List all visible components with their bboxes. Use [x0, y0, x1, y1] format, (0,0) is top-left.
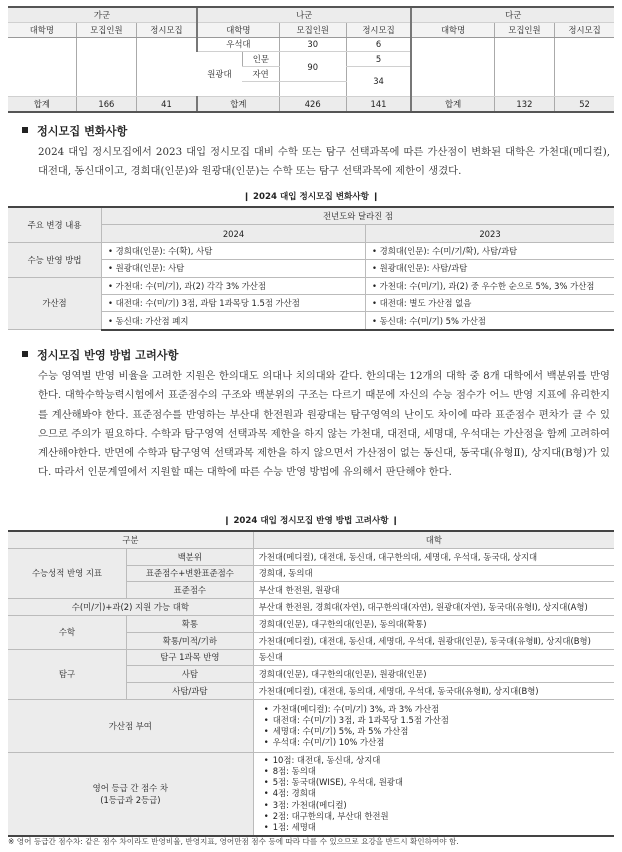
- table-caption-methods: ❙ 2024 대입 정시모집 반영 방법 고려사항 ❙: [223, 516, 399, 526]
- english-sublabel: (1등급과 2등급): [100, 794, 161, 805]
- univ-list: 가천대(메디컬), 대전대, 동신대, 대구한의대, 세명대, 우석대, 동국대, 상지대: [253, 548, 614, 565]
- empty-cell: [137, 37, 197, 96]
- track-inmun: 인문: [242, 52, 279, 67]
- useok-jeongsi: 6: [346, 37, 411, 52]
- square-bullet-icon: [22, 351, 28, 357]
- row-label-bonus: 가산점 부여: [8, 699, 253, 752]
- list-item: • 세명대: 수(미/기) 5%, 과 5% 가산점: [273, 726, 610, 737]
- row-label-std-pct: 표준점수+변환표준점수: [127, 565, 254, 582]
- row-label-tam-all: 사탐/과탐: [127, 683, 254, 700]
- na-total-jeongsi: 141: [346, 96, 411, 111]
- col-main-change: 주요 변경 내용: [8, 207, 102, 242]
- section-heading-text: 정시모집 변화사항: [37, 125, 128, 138]
- change-text: 대전대: 별도 가산점 없음: [379, 298, 472, 309]
- univ-list: 부산대 한전원, 원광대: [253, 582, 614, 599]
- admission-summary-table: [8, 6, 614, 113]
- row-label-math: 수학: [8, 615, 127, 649]
- group-da-header: 다군: [411, 7, 614, 22]
- ga-total-recruit: 166: [76, 96, 136, 111]
- list-item: • 2점: 대구한의대, 부산대 한전원: [273, 811, 610, 822]
- row-label-both: 수(미/기)+과(2) 지원 가능 대학: [8, 599, 253, 616]
- da-total-jeongsi: 52: [555, 96, 614, 111]
- group-na-header: 나군: [197, 7, 412, 22]
- row-label-tam-one: 탐구 1과목 반영: [127, 649, 254, 666]
- col-2023: 2023: [366, 225, 615, 242]
- col-jeongsi: 정시모집: [346, 22, 411, 37]
- change-text: 동신대: 수(미/기) 5% 가산점: [379, 315, 486, 326]
- change-text: 가천대: 수(미/기), 과(2) 중 우수한 순으로 5%, 3% 가산점: [379, 280, 595, 291]
- change-cell: • 대전대: 별도 가산점 없음: [366, 294, 615, 311]
- group-ga-header: 가군: [8, 7, 197, 22]
- change-text: 가천대: 수(미/기), 과(2) 각각 3% 가산점: [115, 280, 266, 291]
- list-item: • 가천대(메디컬): 수(미/기) 3%, 과 3% 가산점: [273, 704, 610, 715]
- univ-list: 가천대(메디컬), 대전대, 동신대, 세명대, 우석대, 원광대(인문), 동국대(유형Ⅱ), 상지대(B형): [253, 632, 614, 649]
- section-heading-methods: [22, 347, 178, 363]
- useok-recruit: 30: [279, 37, 346, 52]
- methods-table: [8, 530, 614, 837]
- empty-cell: [8, 37, 76, 96]
- english-list: [259, 755, 610, 833]
- empty-cell: [555, 37, 614, 96]
- total-label: 합계: [197, 96, 279, 111]
- change-text: 경희대(인문): 수(확), 사탐: [115, 245, 213, 256]
- empty-cell: [242, 81, 279, 96]
- change-cell: • 대전대: 수(미/기) 3점, 과탐 1과목당 1.5점 가산점: [102, 294, 366, 311]
- footnote: ※ 영어 등급간 점수차: 같은 점수 차이라도 반영비율, 반영지표, 영어만점 점수 등에 따라 다를 수 있으므로 요강을 반드시 확인하여야 함.: [8, 837, 459, 846]
- col-univ: 대학: [253, 531, 614, 548]
- col-diff: 전년도와 달라진 점: [102, 207, 615, 225]
- na-total-recruit: 426: [279, 96, 346, 111]
- jayeon-jeongsi: 34: [346, 67, 411, 97]
- univ-list: 부산대 한전원, 경희대(자연), 대구한의대(자연), 원광대(자연), 동국대(유형Ⅰ), 상지대(A형): [253, 599, 614, 616]
- bonus-list: [259, 704, 610, 749]
- english-label: 영어 등급 간 점수 차: [92, 782, 169, 793]
- empty-cell: [279, 81, 346, 96]
- row-label-index: 수능성적 반영 지표: [8, 548, 127, 598]
- wongwang-recruit: 90: [279, 52, 346, 82]
- change-cell: • 동신대: 가산점 폐지: [102, 312, 366, 330]
- row-label-math-hwak: 확통: [127, 615, 254, 632]
- list-item: • 3점: 가천대(메디컬): [273, 800, 610, 811]
- list-item: • 4점: 경희대: [273, 788, 610, 799]
- col-jeongsi: 정시모집: [137, 22, 197, 37]
- row-label-tam: 탐구: [8, 649, 127, 699]
- row-label-tam-sa: 사탐: [127, 666, 254, 683]
- empty-cell: [494, 37, 554, 96]
- univ-wongwang: 원광대: [197, 52, 243, 96]
- table-caption-changes: ❙ 2024 대입 정시모집 변화사항 ❙: [242, 192, 380, 202]
- row-label-english: [8, 752, 253, 836]
- ga-total-jeongsi: 41: [137, 96, 197, 111]
- row-label-method: 수능 반영 방법: [8, 242, 102, 277]
- change-text: 동신대: 가산점 폐지: [115, 315, 189, 326]
- change-text: 대전대: 수(미/기) 3점, 과탐 1과목당 1.5점 가산점: [115, 298, 300, 309]
- col-jeongsi: 정시모집: [555, 22, 614, 37]
- univ-useok: 우석대: [197, 37, 279, 52]
- square-bullet-icon: [22, 127, 28, 133]
- row-label-percentile: 백분위: [127, 548, 254, 565]
- col-univ-name: 대학명: [197, 22, 279, 37]
- list-item: • 1점: 세명대: [273, 822, 610, 833]
- empty-cell: [411, 37, 494, 96]
- change-text: 원광대(인문): 사탐/과탐: [379, 263, 468, 274]
- change-text: 원광대(인문): 사탐: [115, 263, 185, 274]
- col-2024: 2024: [102, 225, 366, 242]
- list-item: • 우석대: 수(미/기) 10% 가산점: [273, 737, 610, 748]
- changes-table: [8, 206, 614, 331]
- section-paragraph-changes: 2024 대입 정시모집에서 2023 대입 정시모집 대비 수학 또는 탐구 선택과목에 따른 가산점이 변화된 대학은 가천대(메디컬), 대전대, 동신대이고, 경희대(인문)와 원광대(인문)는 수학 또는 탐구 선택과목에 제한이 생겼다.: [38, 146, 610, 178]
- change-cell: • 경희대(인문): 수(미/기/확), 사탐/과탐: [366, 242, 615, 259]
- col-category: 구분: [8, 531, 253, 548]
- section-heading-changes: [22, 123, 127, 139]
- col-recruit: 모집인원: [76, 22, 136, 37]
- col-univ-name: 대학명: [8, 22, 76, 37]
- univ-list: 가천대(메디컬), 대전대, 동의대, 세명대, 우석대, 동국대(유형Ⅱ), 상지대(B형): [253, 683, 614, 700]
- da-total-recruit: 132: [494, 96, 554, 111]
- change-cell: • 동신대: 수(미/기) 5% 가산점: [366, 312, 615, 330]
- univ-list: 경희대(인문), 대구한의대(인문), 동의대(확통): [253, 615, 614, 632]
- col-recruit: 모집인원: [494, 22, 554, 37]
- change-cell: • 가천대: 수(미/기), 과(2) 각각 3% 가산점: [102, 277, 366, 294]
- col-univ-name: 대학명: [411, 22, 494, 37]
- univ-list: 동신대: [253, 649, 614, 666]
- list-item: • 10점: 대전대, 동신대, 상지대: [273, 755, 610, 766]
- list-item: • 대전대: 수(미/기) 3점, 과 1과목당 1.5점 가산점: [273, 715, 610, 726]
- section-paragraph-methods: 수능 영역별 반영 비율을 고려한 지원은 한의대도 의대나 치의대와 같다. 한의대는 12개의 대학 중 8개 대학에서 백분위를 반영한다. 대학수학능력시험에서 표준점수의 구조와 백분위의 구조는 다르기 때문에 자신의 수능 점수가 어느 반영 지표에 유리한지를 계산해봐야 한다. 표준점수를 반영하는 부산대 한전원과 원광대는 탐구영역의 난이도 차이에 따라 표준점수 편차가 클 수 있으므로 주의가 필요하다. 수학과 탐구영역 선택과목 제한을 하지 않는 가천대, 대전대, 세명대, 우석대는 가산점을 함께 고려하여 계산해야한다. 반면에 수학과 탐구영역 선택과목 제한을 하지 않으면서 가산점이 없는 동신대, 동국대(유형Ⅱ), 상지대(B형)가 있다. 따라서 인문계열에서 지원할 때는 대학에 따른 수능 반영 방법에 유의해서 판단해야 한다.: [38, 370, 610, 479]
- change-cell: • 원광대(인문): 사탐/과탐: [366, 260, 615, 277]
- english-list-cell: [253, 752, 614, 836]
- univ-list: 경희대, 동의대: [253, 565, 614, 582]
- row-label-std: 표준점수: [127, 582, 254, 599]
- bonus-list-cell: [253, 699, 614, 752]
- change-cell: • 원광대(인문): 사탐: [102, 260, 366, 277]
- col-recruit: 모집인원: [279, 22, 346, 37]
- total-label: 합계: [411, 96, 494, 111]
- list-item: • 5점: 동국대(WISE), 우석대, 원광대: [273, 777, 610, 788]
- total-label: 합계: [8, 96, 76, 111]
- change-cell: • 가천대: 수(미/기), 과(2) 중 우수한 순으로 5%, 3% 가산점: [366, 277, 615, 294]
- inmun-jeongsi: 5: [346, 52, 411, 67]
- univ-list: 경희대(인문), 대구한의대(인문), 원광대(인문): [253, 666, 614, 683]
- row-label-bonus: 가산점: [8, 277, 102, 330]
- section-heading-text: 정시모집 반영 방법 고려사항: [37, 349, 179, 362]
- track-jayeon: 자연: [242, 67, 279, 82]
- list-item: • 8점: 동의대: [273, 766, 610, 777]
- change-cell: • 경희대(인문): 수(확), 사탐: [102, 242, 366, 259]
- row-label-math-all: 확통/미적/기하: [127, 632, 254, 649]
- change-text: 경희대(인문): 수(미/기/확), 사탐/과탐: [379, 245, 518, 256]
- empty-cell: [76, 37, 136, 96]
